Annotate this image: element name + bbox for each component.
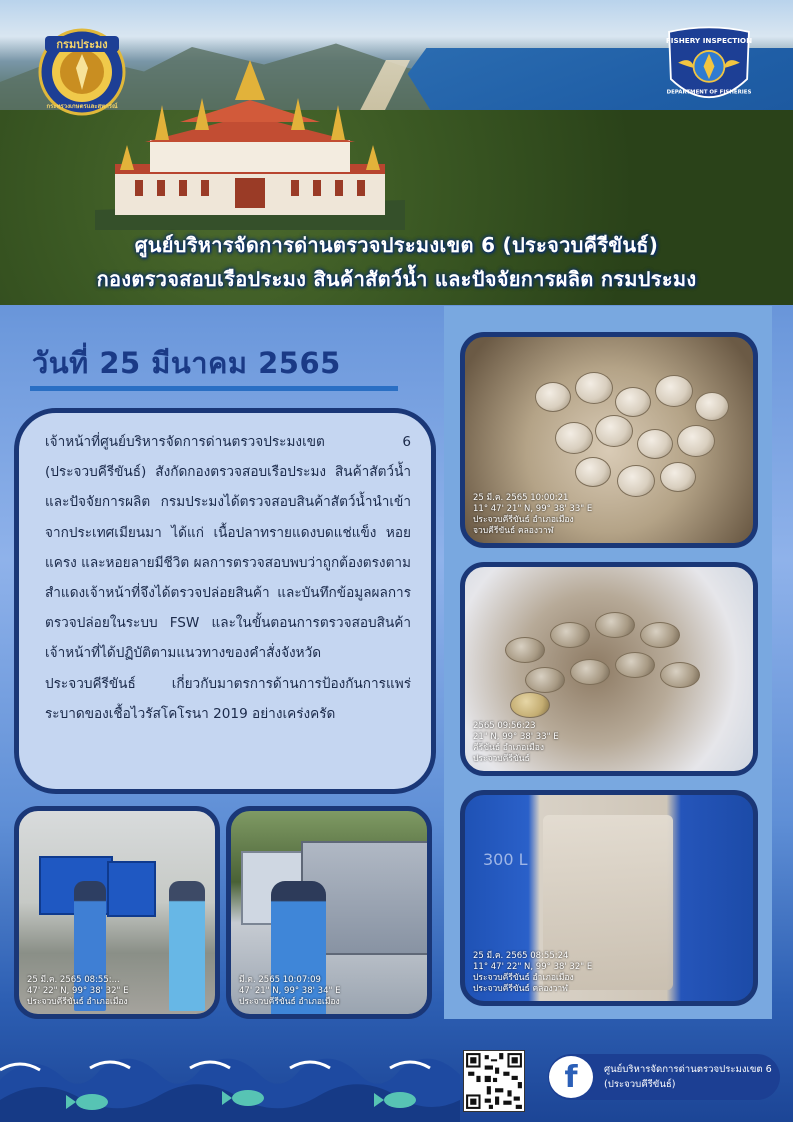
shell-shape: [595, 612, 635, 638]
qr-code[interactable]: [463, 1050, 525, 1112]
report-text-box: [14, 408, 436, 794]
photo-inspection-pickup: [226, 806, 432, 1019]
shell-shape: [660, 662, 700, 688]
header-title-line-1: ศูนย์บริหารจัดการด่านตรวจประมงเขต 6 (ประจวบคีรีขันธ์): [134, 233, 659, 257]
date-underline: [30, 386, 398, 391]
photo-clams-bag: [460, 562, 758, 776]
fisheries-department-logo: [33, 28, 131, 116]
shell-shape: [525, 667, 565, 693]
header-title: [0, 228, 793, 296]
photo-timestamp: 25 มี.ค. 2565 10:00:21 11° 47' 21" N, 99° 38' 33" E ประจวบคีรีขันธ์ อำเภอเมือง จวบคีรีขันธ์ คลองวาฬ: [473, 493, 593, 536]
officer-figure: [169, 881, 205, 1011]
photo-inspection-truck-boxes: [14, 806, 220, 1019]
shell-shape: [655, 375, 693, 407]
shell-shape: [637, 429, 673, 459]
facebook-icon[interactable]: f: [549, 1056, 593, 1098]
shell-shape: [570, 659, 610, 685]
photo-timestamp: 2565 09:56:23 21" N, 99° 38' 33" E คีรีขันธ์ อำเภอเมือง ประจวบคีรีขันธ์: [473, 721, 559, 764]
shell-shape: [595, 415, 633, 447]
date-heading: วันที่ 25 มีนาคม 2565: [32, 346, 341, 380]
logo-right-top-text: FISHERY INSPECTION: [665, 35, 753, 45]
shell-shape: [615, 387, 651, 417]
facebook-page-name[interactable]: ศูนย์บริหารจัดการด่านตรวจประมงเขต 6 (ประจวบคีรีขันธ์): [604, 1064, 772, 1090]
logo-left-title: กรมประมง: [56, 38, 108, 51]
header-title-line-2: กองตรวจสอบเรือประมง สินค้าสัตว์น้ำ และปัจจัยการผลิต กรมประมง: [96, 267, 697, 291]
logo-left-subtitle: กระทรวงเกษตรและสหกรณ์: [46, 103, 118, 110]
tank-capacity-label: 300 L: [483, 850, 528, 869]
shell-shape: [505, 637, 545, 663]
shell-shape: [575, 372, 613, 404]
shell-shape: [510, 692, 550, 718]
photo-frozen-fish-tank: [460, 790, 758, 1006]
photo-timestamp: 25 มี.ค. 2565 08:55:... 47' 22" N, 99° 38' 32" E ประจวบคีรีขันธ์ อำเภอเมือง: [27, 975, 129, 1007]
temple-illustration: [95, 60, 405, 230]
shell-shape: [550, 622, 590, 648]
shell-shape: [617, 465, 655, 497]
report-paragraph: เจ้าหน้าที่ศูนย์บริหารจัดการด่านตรวจประมงเขต 6 (ประจวบคีรีขันธ์) สังกัดกองตรวจสอบเรือประมง สินค้าสัตว์น้ำ และปัจจัยการผลิต กรมประมงได้ตรวจสอบสินค้าสัตว์น้ำนำเข้า จากประเทศเมียนมา ได้แก่ เนื้อปลาทรายแดงบดแช่แข็ง หอยแครง และหอยลายมีชีวิต ผลการตรวจสอบพบว่าถูกต้องตรงตามสำแดงเจ้าหน้าที่จึงได้ตรวจปล่อยสินค้า และบันทึกข้อมูลผลการตรวจปล่อยในระบบ FSW และในขั้นตอนการตรวจสอบสินค้าเจ้าหน้าที่ได้ปฏิบัติตามแนวทางของคำสั่งจังหวัดประจวบคีรีขันธ์ เกี่ยวกับมาตรการด้านการป้องกันการแพร่ระบาดของเชื้อไวรัสโคโรนา 2019 อย่างเคร่งครัด: [45, 434, 411, 722]
shell-shape: [555, 422, 593, 454]
logo-right-bottom-text: DEPARTMENT OF FISHERIES: [666, 89, 752, 96]
blue-cooler-box: [107, 861, 156, 917]
photo-timestamp: มี.ค. 2565 10:07:09 47' 21" N, 99° 38' 34" E ประจวบคีรีขันธ์ อำเภอเมือง: [239, 975, 341, 1007]
shell-shape: [535, 382, 571, 412]
photo-cockles-sack: [460, 332, 758, 548]
shell-shape: [695, 392, 729, 421]
photo-timestamp: 25 มี.ค. 2565 08:55:24 11° 47' 22" N, 99° 38' 32" E ประจวบคีรีขันธ์ อำเภอเมือง ประจวบคีรีขันธ์ คลองวาฬ: [473, 951, 593, 994]
header-banner: [0, 0, 793, 305]
shell-shape: [575, 457, 611, 487]
fishery-inspection-badge: [660, 26, 758, 114]
shell-shape: [660, 462, 696, 492]
shell-shape: [615, 652, 655, 678]
shell-shape: [677, 425, 715, 457]
shell-shape: [640, 622, 680, 648]
